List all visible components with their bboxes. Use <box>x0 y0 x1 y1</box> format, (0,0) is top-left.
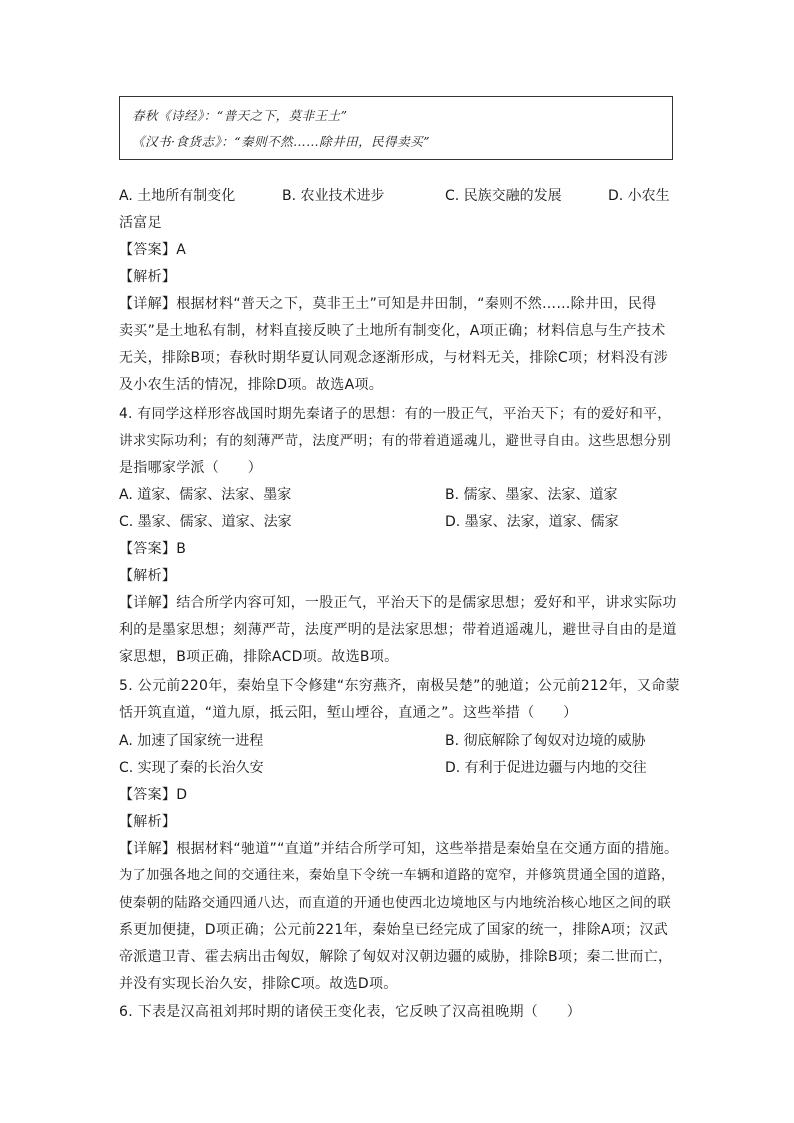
q4-analysis-heading: 【解析】 <box>119 568 177 584</box>
material-quote-box <box>119 96 673 160</box>
q3-answer: 【答案】A <box>119 242 187 258</box>
q4-option-d: D. 墨家、法家，道家、儒家 <box>445 514 619 530</box>
q6-stem: 6. 下表是汉高祖刘邦时期的诸侯王变化表，它反映了汉高祖晚期（ ） <box>119 1004 582 1020</box>
q5-stem-line: 恬开筑直道，“道九原，抵云阳，堑山堙谷，直通之”。这些举措（ ） <box>119 705 578 721</box>
q3-option-d-continued: 活富足 <box>119 215 162 231</box>
q3-detail-line: 无关，排除B项；春秋时期华夏认同观念逐渐形成，与材料无关，排除C项；材料没有涉 <box>119 350 669 366</box>
q4-stem-line: 是指哪家学派（ ） <box>119 460 262 476</box>
q3-detail-line: 及小农生活的情况，排除D项。故选A项。 <box>119 377 384 393</box>
q5-detail-line: 使秦朝的陆路交通四通八达，而直道的开通也使西北边境地区与内地统治核心地区之间的联 <box>119 895 671 911</box>
q4-option-b: B. 儒家、墨家、法家、道家 <box>445 487 618 503</box>
q5-analysis-heading: 【解析】 <box>119 814 177 830</box>
q5-option-b: B. 彻底解除了匈奴对边境的威胁 <box>445 733 646 749</box>
q5-option-c: C. 实现了秦的长治久安 <box>119 760 264 776</box>
q3-detail-line: 【详解】根据材料“普天之下，莫非王土”可知是井田制，“秦则不然……除井田，民得 <box>119 296 657 312</box>
q5-stem-line: 5. 公元前220年，秦始皇下令修建“东穷燕齐，南极吴楚”的驰道；公元前212年，又命蒙 <box>119 678 680 694</box>
q5-option-d: D. 有利于促进边疆与内地的交往 <box>445 760 647 776</box>
q5-detail-line: 系更加便捷，D项正确；公元前221年，秦始皇已经完成了国家的统一，排除A项；汉武 <box>119 922 669 938</box>
material-quote-line: 《汉书·食货志》：“秦则不然……除井田，民得卖买” <box>132 134 431 149</box>
q4-detail-line: 家思想，B项正确，排除ACD项。故选B项。 <box>119 649 399 665</box>
q5-detail-line: 【详解】根据材料“驰道”“直道”并结合所学可知，这些举措是秦始皇在交通方面的措施。 <box>119 841 679 857</box>
q4-stem-line: 4. 有同学这样形容战国时期先秦诸子的思想：有的一股正气，平治天下；有的爱好和平， <box>119 406 672 422</box>
q3-option-a: A. 土地所有制变化 <box>119 188 236 204</box>
q4-option-a: A. 道家、儒家、法家、墨家 <box>119 487 292 503</box>
material-quote-line: 春秋《诗经》：“普天之下，莫非王土” <box>132 108 348 123</box>
q4-detail-line: 利的是墨家思想；刻薄严苛，法度严明的是法家思想；带着逍遥魂儿，避世寻自由的是道 <box>119 622 677 638</box>
q5-option-a: A. 加速了国家统一进程 <box>119 733 264 749</box>
q3-option-c: C. 民族交融的发展 <box>445 188 562 204</box>
q4-stem-line: 讲求实际功利；有的刻薄严苛，法度严明；有的带着逍遥魂儿，避世寻自由。这些思想分别 <box>119 433 671 449</box>
q4-detail-line: 【详解】结合所学内容可知，一股正气，平治天下的是儒家思想；爱好和平，讲求实际功 <box>119 595 677 611</box>
q3-analysis-heading: 【解析】 <box>119 269 177 285</box>
q5-detail-line: 帝派遣卫青、霍去病出击匈奴，解除了匈奴对汉朝边疆的威胁，排除B项；秦二世而亡， <box>119 949 673 965</box>
q5-answer: 【答案】D <box>119 787 188 803</box>
q5-detail-line: 为了加强各地之间的交通往来，秦始皇下令统一车辆和道路的宽窄，并修筑贯通全国的道路， <box>119 868 675 883</box>
q3-option-b: B. 农业技术进步 <box>282 188 385 204</box>
q3-option-d: D. 小农生 <box>608 188 670 204</box>
q4-option-c: C. 墨家、儒家、道家、法家 <box>119 514 292 530</box>
q4-answer: 【答案】B <box>119 541 187 557</box>
q5-detail-line: 并没有实现长治久安，排除C项。故选D项。 <box>119 976 398 992</box>
q3-detail-line: 卖买”是土地私有制，材料直接反映了土地所有制变化，A项正确；材料信息与生产技术 <box>119 323 666 339</box>
